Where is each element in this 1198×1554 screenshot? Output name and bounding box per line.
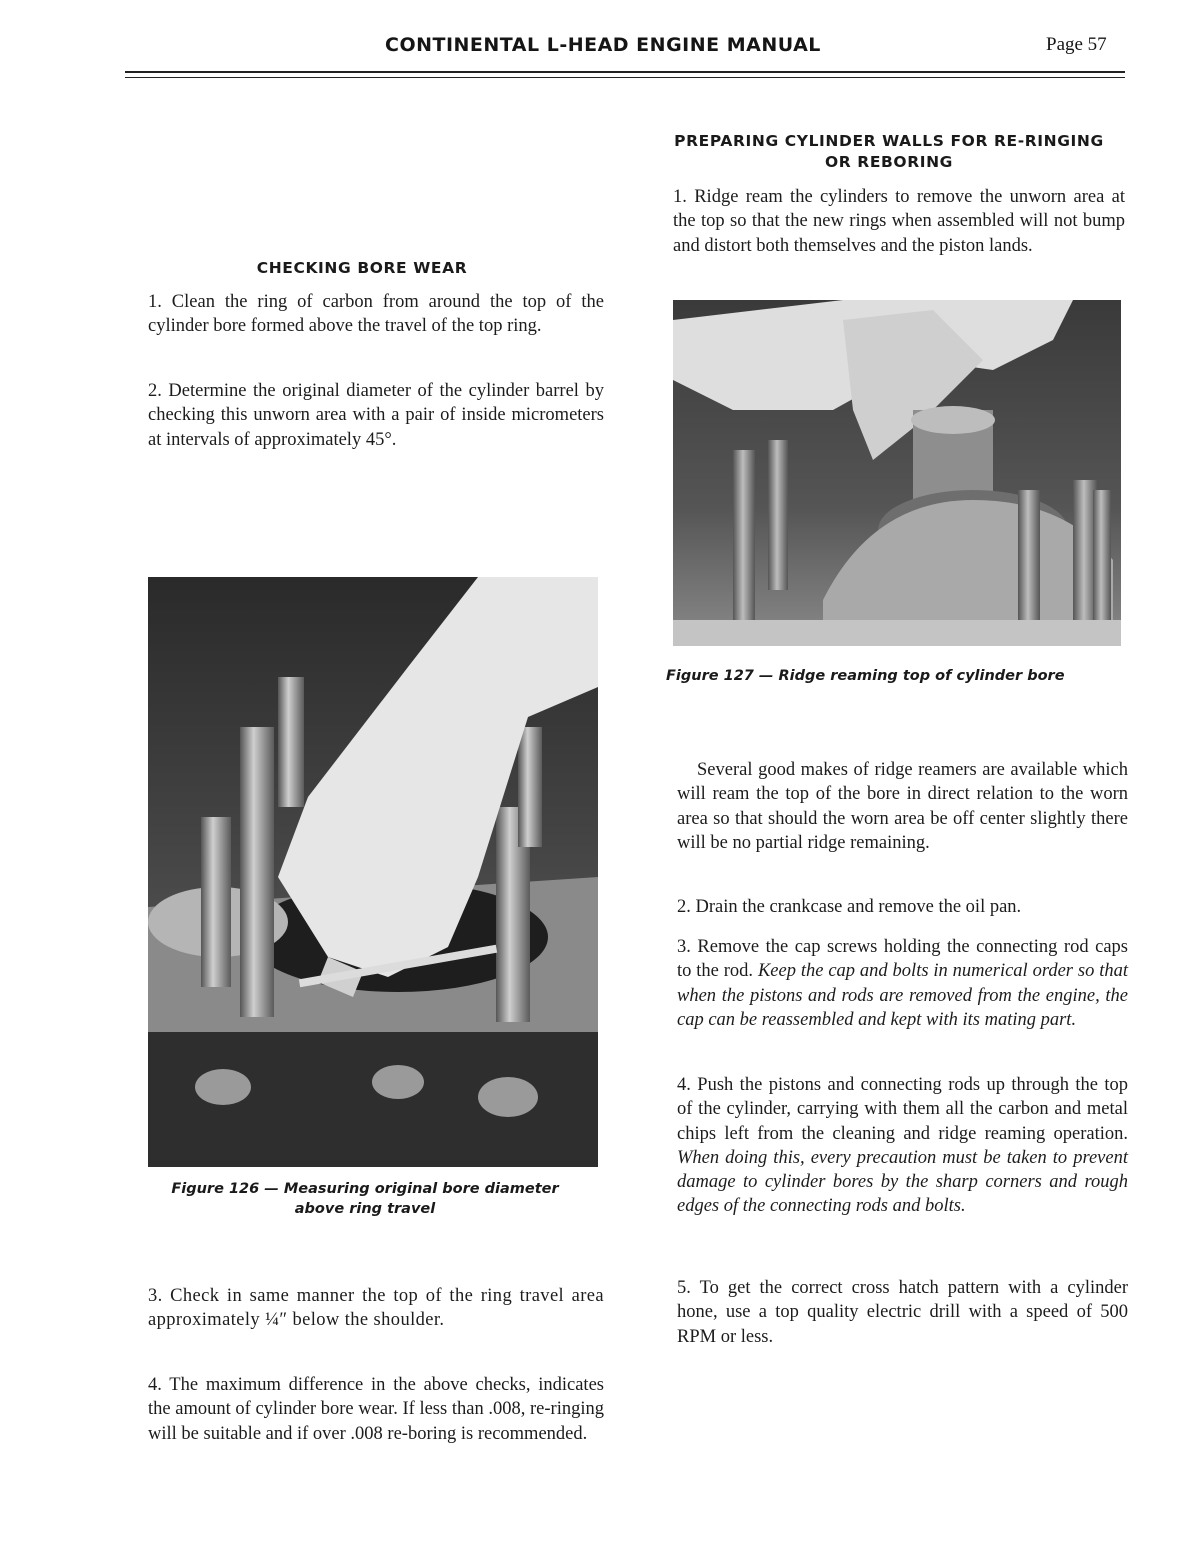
step-4-pistons-paragraph xyxy=(677,1073,1128,1219)
figure-126-caption-line1: Figure 126 — Measuring original bore diameter xyxy=(171,1181,559,1197)
figure-126-caption xyxy=(148,1179,582,1219)
step-3-text: 3. Remove the cap screws holding the connecting rod caps to the rod. xyxy=(677,937,1128,982)
step-3-cap-screws-paragraph xyxy=(677,935,1128,1032)
figure-127-caption: Figure 127 — Ridge reaming top of cylinder bore xyxy=(666,668,1065,684)
ridge-ream-paragraph: 1. Ridge ream the cylinders to remove the unworn area at the top so that the new rings when assembled will not bump and distort both themselves and the piston lands. xyxy=(673,187,1125,256)
page-number: Page 57 xyxy=(1046,34,1107,55)
figure-126-photo xyxy=(148,577,598,1167)
step-4-text: 4. Push the pistons and connecting rods up through the top of the cylinder, carrying with them all the carbon and metal chips left from the cleaning and ridge reaming operation. xyxy=(677,1075,1128,1144)
section-heading-cylinder-walls xyxy=(658,131,1120,173)
header-rule-thin xyxy=(125,77,1125,78)
ridge-reamers-paragraph: Several good makes of ridge reamers are available which will ream the top of the bore in direct relation to the worn area so that should the worn area be off center slightly there will be no partial ridge remaining. xyxy=(677,760,1128,853)
section-heading-bore-wear: CHECKING BORE WEAR xyxy=(256,259,468,277)
step-2-drain-paragraph: 2. Drain the crankcase and remove the oil pan. xyxy=(677,897,1022,917)
step-2-paragraph: 2. Determine the original diameter of the cylinder barrel by checking this unworn area with a pair of inside micrometers at intervals of approximately 45°. xyxy=(148,381,604,450)
section-heading-line2: OR REBORING xyxy=(824,153,954,171)
figure-126-caption-line2: above ring travel xyxy=(294,1201,436,1217)
section-heading-line1: PREPARING CYLINDER WALLS FOR RE-RINGING xyxy=(674,132,1104,150)
figure-127-photo xyxy=(673,300,1121,646)
step-3-paragraph: 3. Check in same manner the top of the ring travel area approximately ¼″ below the shoulder. xyxy=(148,1286,604,1331)
step-4-paragraph: 4. The maximum difference in the above checks, indicates the amount of cylinder bore wear. If less than .008, re-ringing will be suitable and if over .008 re-boring is recommended. xyxy=(148,1375,604,1444)
step-4-italic-warning: When doing this, every precaution must be taken to prevent damage to cylinder bores by the sharp corners and rough edges of the connecting rods and bolts. xyxy=(677,1147,1128,1217)
manual-title: CONTINENTAL L-HEAD ENGINE MANUAL xyxy=(385,34,821,56)
step-5-hone-paragraph: 5. To get the correct cross hatch pattern with a cylinder hone, use a top quality electric drill with a speed of 500 RPM or less. xyxy=(677,1278,1128,1347)
step-1-paragraph: 1. Clean the ring of carbon from around the top of the cylinder bore formed above the travel of the top ring. xyxy=(148,292,604,337)
header-rule xyxy=(125,71,1125,73)
step-3-italic-note: Keep the cap and bolts in numerical order so that when the pistons and rods are removed from the engine, the cap can be reassembled and kept with its mating part. xyxy=(677,961,1129,1030)
